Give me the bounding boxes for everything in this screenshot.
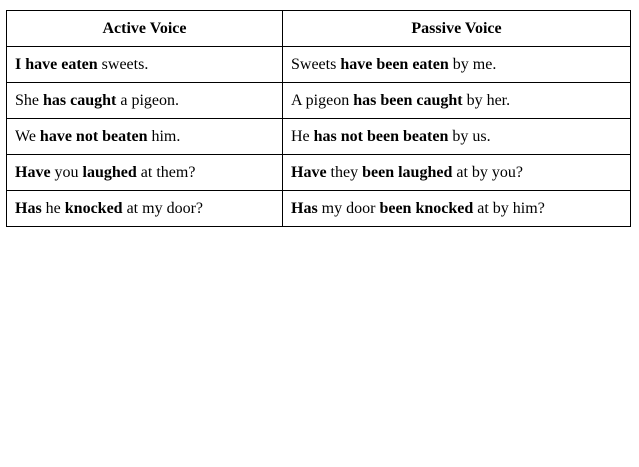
table-header-row xyxy=(7,11,631,47)
active-voice-cell xyxy=(7,119,283,155)
active-voice-cell xyxy=(7,83,283,119)
verb-phrase: laughed xyxy=(82,163,137,181)
verb-phrase: has not been beaten xyxy=(313,127,449,145)
sentence-text: my door xyxy=(317,199,380,217)
sentence-text: We xyxy=(15,127,40,145)
verb-phrase: Has xyxy=(291,199,318,217)
table-row xyxy=(7,155,631,191)
table-body xyxy=(7,47,631,227)
passive-voice-cell xyxy=(283,47,631,83)
verb-phrase: have been eaten xyxy=(340,55,449,73)
sentence-text: at my door? xyxy=(122,199,203,217)
sentence-text: at by you? xyxy=(452,163,523,181)
sentence-text: Sweets xyxy=(291,55,341,73)
sentence-text: him. xyxy=(147,127,181,145)
sentence-text: he xyxy=(41,199,65,217)
voice-comparison-table xyxy=(6,10,631,227)
sentence-text: She xyxy=(15,91,43,109)
sentence-text: a pigeon. xyxy=(116,91,180,109)
verb-phrase: I have eaten xyxy=(15,55,98,73)
active-voice-cell xyxy=(7,191,283,227)
sentence-text: you xyxy=(50,163,83,181)
active-voice-cell xyxy=(7,47,283,83)
passive-voice-cell xyxy=(283,191,631,227)
active-voice-cell xyxy=(7,155,283,191)
table-row xyxy=(7,83,631,119)
sentence-text: by her. xyxy=(462,91,511,109)
table-row xyxy=(7,119,631,155)
verb-phrase: Has xyxy=(15,199,42,217)
verb-phrase: been laughed xyxy=(362,163,453,181)
sentence-text: at by him? xyxy=(473,199,545,217)
table-row xyxy=(7,47,631,83)
verb-phrase: knocked xyxy=(64,199,123,217)
verb-phrase: been knocked xyxy=(379,199,474,217)
verb-phrase: has been caught xyxy=(353,91,463,109)
verb-phrase: have not beaten xyxy=(39,127,148,145)
passive-voice-cell xyxy=(283,119,631,155)
passive-voice-cell xyxy=(283,155,631,191)
sentence-text: A pigeon xyxy=(291,91,354,109)
sentence-text: He xyxy=(291,127,314,145)
sentence-text: sweets. xyxy=(97,55,149,73)
verb-phrase: Have xyxy=(291,163,327,181)
verb-phrase: has caught xyxy=(43,91,117,109)
header-passive-voice: Passive Voice xyxy=(283,11,631,47)
header-active-voice: Active Voice xyxy=(7,11,283,47)
sentence-text: at them? xyxy=(136,163,196,181)
verb-phrase: Have xyxy=(15,163,51,181)
passive-voice-cell xyxy=(283,83,631,119)
sentence-text: by us. xyxy=(448,127,491,145)
table-row xyxy=(7,191,631,227)
sentence-text: by me. xyxy=(448,55,497,73)
sentence-text: they xyxy=(326,163,363,181)
